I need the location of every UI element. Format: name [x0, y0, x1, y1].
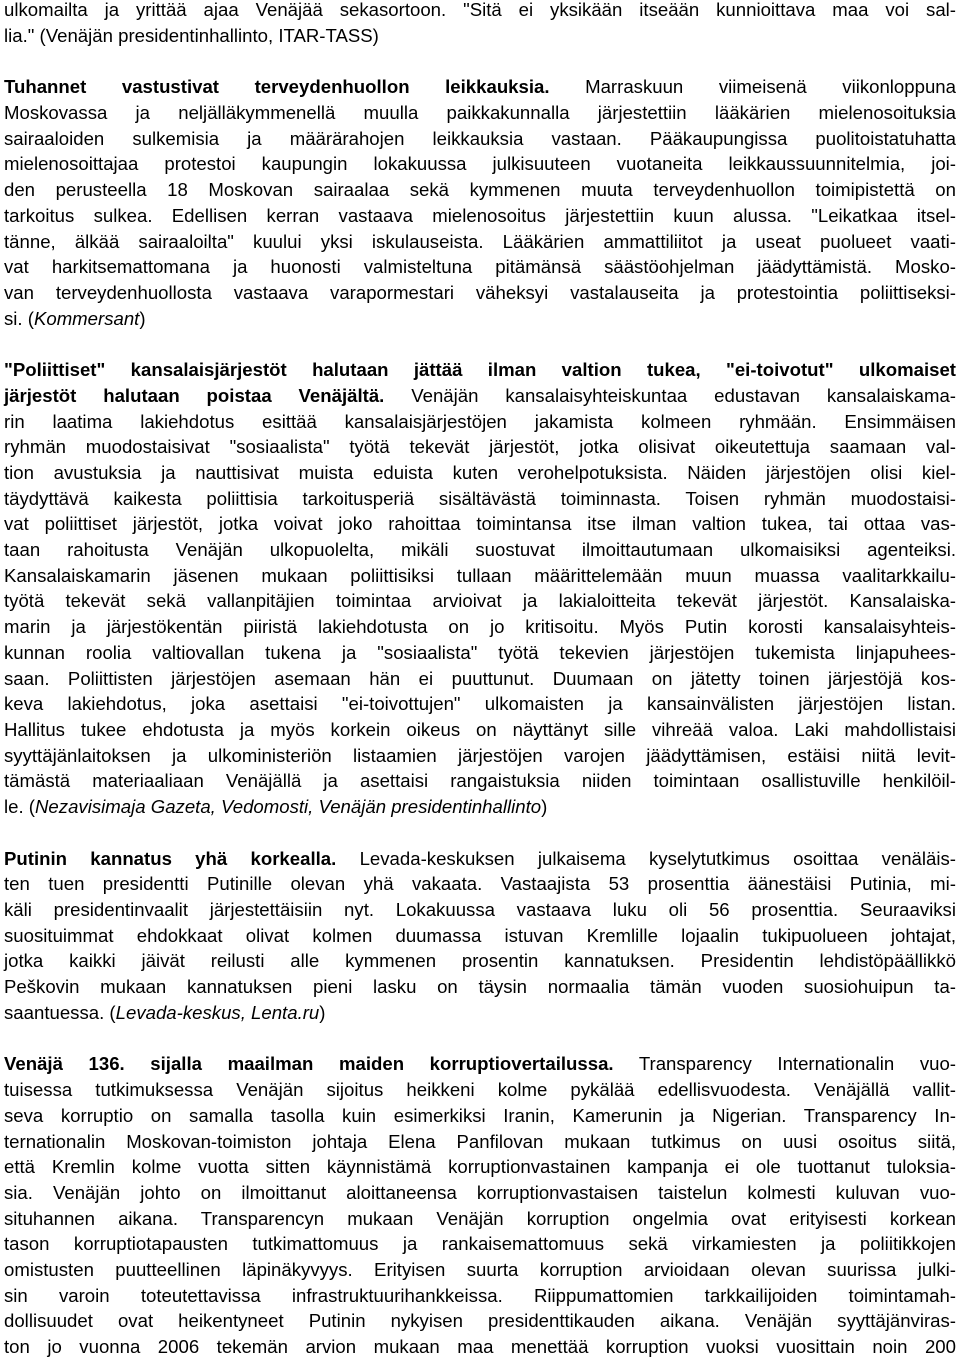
text-line: sairaaloiden sulkemisia ja määrärahojen leikkauksia vastaan. Pääkaupungissa puolitoistatuhatta [4, 127, 956, 149]
text-line: taan rahoitusta Venäjän ulkopuolelta, mikäli suostuvat ilmoittautumaan ulkomaisiksi agenteiksi. [4, 539, 956, 561]
section-heading: Putinin kannatus yhä korkealla. [4, 847, 337, 869]
text-line: järjestöt halutaan poistaa Venäjältä. Venäjän kansalaisyhteiskuntaa edustavan kansalaiskama- [4, 384, 956, 406]
section-heading: Venäjä 136. sijalla maailman maiden korruptiovertailussa. [4, 1053, 614, 1075]
text-line: Moskovassa ja neljälläkymmenellä muulla paikkakunnalla järjestettiin lääkärien mielenosoituksia [4, 102, 956, 124]
text-line: saantuessa. (Levada-keskus, Lenta.ru) [4, 1001, 326, 1023]
text-line: situhannen aikana. Transparencyn mukaan Venäjän korruption ongelmia ovat erityisesti korkean [4, 1207, 956, 1229]
text-line: syyttäjänlaitoksen ja ulkoministeriön listaamien järjestöjen varojen jäädyttämisen, estäisi niitä levit- [4, 744, 956, 766]
text-line: le. (Nezavisimaja Gazeta, Vedomosti, Venäjän presidentinhallinto) [4, 795, 548, 817]
health-section [4, 74, 956, 331]
text-line: tason korruptiotapausten tutkimattomuus ja rankaisemattomuus sekä virkamiesten ja poliitikkojen [4, 1233, 956, 1255]
text-line: Venäjä 136. sijalla maailman maiden korruptiovertailussa. Transparency Internationalin vuo- [4, 1053, 956, 1075]
text-line: vat poliittiset järjestöt, jotka voivat joko rahoittaa toimintansa itse ilman valtion tukea, tai ottaa vas- [4, 513, 956, 535]
text-line: keva lakiehdotus, joka asettaisi "ei-toivottujen" ulkomaisten ja kansainvälisten järjestöjen listan. [4, 693, 956, 715]
source-citation: Levada-keskus, Lenta.ru [115, 1001, 320, 1023]
text-line: Putinin kannatus yhä korkealla. Levada-keskuksen julkaisema kyselytutkimus osoittaa venäläis- [4, 847, 956, 869]
text-line: käli presidentinvaalit järjestettäisiin nyt. Lokakuussa vastaava luku oli 56 prosenttia. Seuraaviksi [4, 899, 956, 920]
text-line: omistusten puutteellinen läpinäkyvyys. Erityisen suurta korruption arvioidaan olevan suurissa julki- [4, 1258, 956, 1280]
corruption-section [4, 1051, 956, 1359]
text-line: van terveydenhuollosta vastaava varapormestari väheksyi vastalauseita ja protestointia poliittiseksi- [4, 281, 956, 303]
text-line: saan. Poliittisten järjestöjen asemaan hän ei puuttunut. Duumaan on jätetty toinen järjestöjä kos- [4, 667, 956, 689]
text-line: tion avustuksia ja nauttisivat muista eduista kuten verohelpotuksista. Näiden järjestöjen olisi kiel- [4, 462, 956, 483]
text-line: Tuhannet vastustivat terveydenhuollon leikkauksia. Marraskuun viimeisenä viikonloppuna [4, 76, 956, 98]
text-line: ternationalin Moskovan-toimiston johtaja Elena Panfilovan mukaan tutkimus on uusi osoitus siitä, [4, 1130, 956, 1152]
text-line: den perusteella 18 Moskovan sairaalaa sekä kymmenen muuta terveydenhuollon toimipistettä on [4, 179, 956, 201]
text-line: työtä tekevät sekä vallanpitäjien toimintaa arvioivat ja lakialoitteita tekevät järjestöt. Kansalaiska- [4, 590, 956, 612]
text-line: tänne, älkää sairaaloilta" kuului yksi iskulauseista. Lääkärien ammattiliitot ja useat puolueet vaati- [4, 230, 956, 252]
ngo-section [4, 357, 956, 819]
section-heading: järjestöt halutaan poistaa Venäjältä. [4, 384, 385, 406]
text-line: marin ja järjestökentän piiristä lakiehdotusta on jo kritisoitu. Myös Putin korosti kansalaisyhteis- [4, 616, 956, 638]
text-line: si. (Kommersant) [4, 307, 146, 329]
section-heading: "Poliittiset" kansalaisjärjestöt halutaan jättää ilman valtion tukea, "ei-toivotut" ulkomaiset [4, 359, 956, 381]
text-line: tämästä materiaaliaan Venäjällä ja asettaisi rangaistuksia niiden toimintaan osallistuville henkilöil- [4, 770, 956, 792]
text-line: suosituimmat ehdokkaat olivat kolmen duumassa istuvan Kremlille lojaalin tukipuolueen johtajat, [4, 924, 956, 946]
text-line: ulkomailta ja yrittää ajaa Venäjää sekasortoon. "Sitä ei yksikään itseään kunnioittava maa voi sal- [4, 0, 956, 20]
text-line: seva korruptio on samalla tasolla kuin esimerkiksi Iranin, Kamerunin ja Nigerian. Transparency In- [4, 1104, 956, 1126]
text-line: ton jo vuonna 2006 tekemän arvion mukaan maa menettää korruption vuoksi vuosittain noin 200 [4, 1336, 956, 1357]
text-line: täydyttävä kaikesta poliittisia tarkoitusperiä sisältävästä toiminnasta. Toisen ryhmän muodostaisi- [4, 487, 956, 509]
text-line: ryhmän muodostaisivat "sosiaalista" työtä tekevät järjestöt, jotka olisivat oikeutettuja saamaan val- [4, 436, 956, 458]
text-line [4, 357, 956, 383]
text-line: rin laatima lakiehdotus esittää kansalaisjärjestöjen jakamista kolmeen ryhmään. Ensimmäisen [4, 410, 956, 432]
text-line: tarkoitus sulkea. Edellisen kerran vastaava mielenosoitus järjestettiin kuun alussa. "Leikatkaa itsel- [4, 204, 956, 226]
text-line: että Kremlin kolme vuotta sitten käynnistämä korruptionvastainen kampanja ei ole tuottanut tuloksia- [4, 1156, 956, 1178]
text-line: Hallitus tukee ehdotusta ja myös korkein oikeus on näyttänyt sille vihreää valoa. Laki mahdollistaisi [4, 718, 956, 740]
putin-section [4, 846, 956, 1026]
text-line: Peškovin mukaan kannatuksen pieni lasku on täysin normaalia tämän vuoden suosiohuipun ta- [4, 976, 956, 998]
text-line: Kansalaiskamarin jäsenen mukaan poliittisiksi tullaan määrittelemään muun muassa vaalitarkkailu- [4, 564, 956, 586]
text-line: sia. Venäjän johto on ilmoittanut aloittaneensa korruptionvastaisen taistelun kolmesti kuluvan vuo- [4, 1181, 956, 1203]
text-line: mielenosoittajaa protestoi kaupungin lokakuussa julkisuuteen vuotaneita leikkaussuunnitelmia, joi- [4, 153, 956, 175]
text-line: sin varoin toteutettavissa infrastruktuurihankkeissa. Riippumattomien tarkkailijoiden toimintamah- [4, 1284, 956, 1306]
text-line: ten tuen presidentti Putinille olevan yhä vakaata. Vastaajista 53 prosenttia äänestäisi Putinia, mi- [4, 873, 956, 895]
text-line: jotka kaikki jäivät reilusti alle kymmenen prosentin kannatuksen. Presidentin lehdistöpäällikkö [4, 950, 956, 972]
document-page [4, 0, 956, 1360]
section-heading: Tuhannet vastustivat terveydenhuollon leikkauksia. [4, 76, 550, 98]
text-line: kunnan roolia valtiovallan tukena ja "sosiaalista" työtä tekevien järjestöjen tukemista linjapuhees- [4, 641, 956, 663]
text-line: tuisessa tutkimuksessa Venäjän sijoitus heikkeni kolme pykälää edellisvuodesta. Venäjällä vallit- [4, 1079, 956, 1101]
text-line: lia." (Venäjän presidentinhallinto, ITAR-TASS) [4, 24, 379, 46]
intro-paragraph [4, 0, 956, 48]
text-line: dollisuudet ovat heikentyneet Putinin nykyisen presidenttikauden aikana. Venäjän syyttäjänviras- [4, 1310, 956, 1332]
source-citation: Nezavisimaja Gazeta, Vedomosti, Venäjän presidentinhallinto [35, 795, 542, 817]
source-citation: Kommersant [33, 307, 140, 329]
text-line: vat harkitsemattomana ja huonosti valmisteltuna pitämänsä säästöohjelman jäädyttämistä. Mosko- [4, 256, 956, 278]
